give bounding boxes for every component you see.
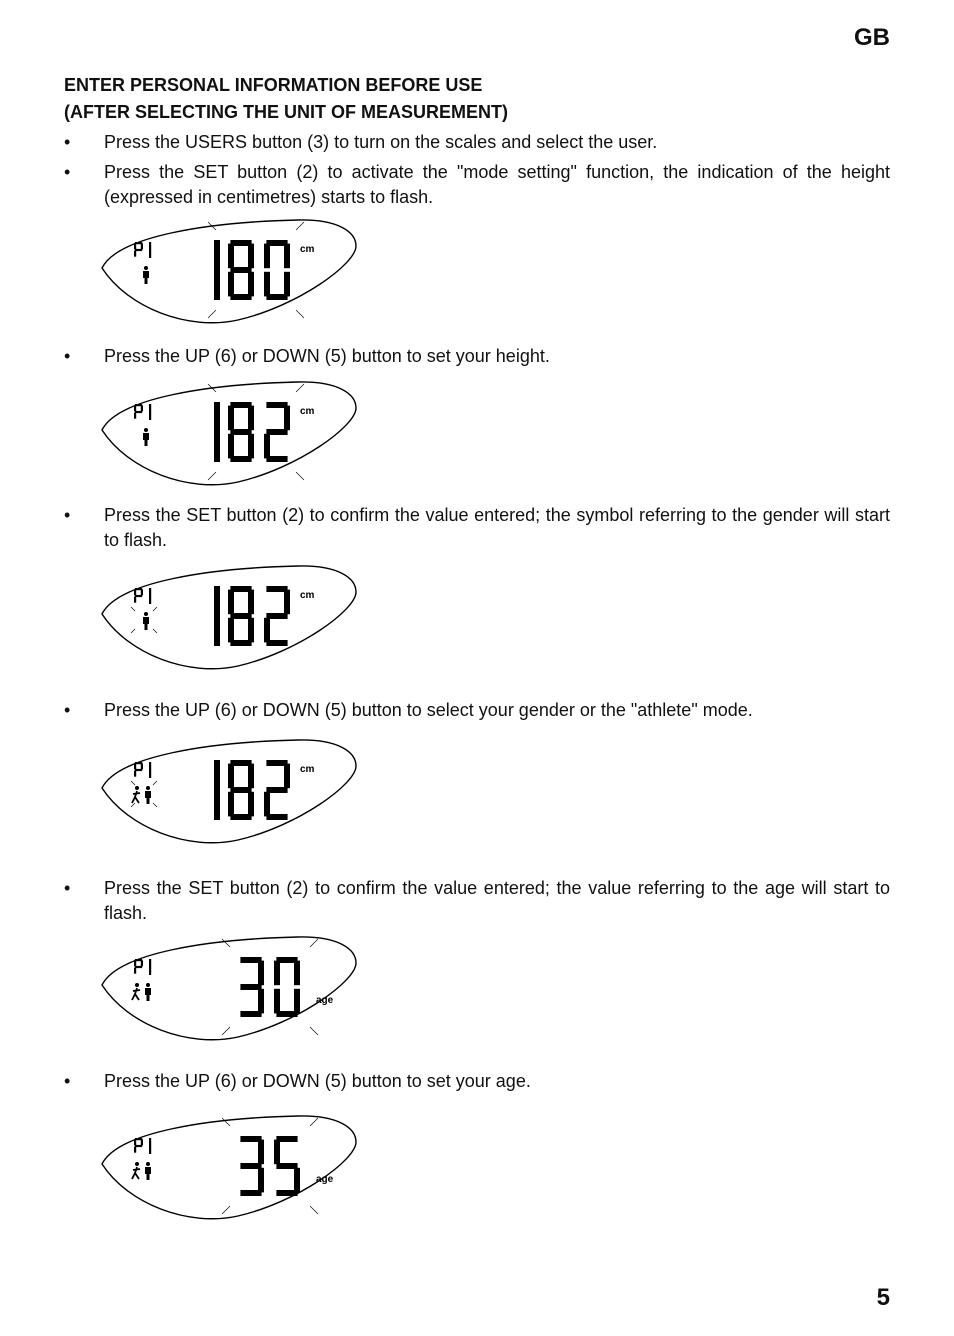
flash-mark: [208, 310, 216, 318]
lcd-outline: [102, 937, 356, 1040]
lcd-segment: [214, 240, 220, 300]
lcd-outline: [102, 740, 356, 843]
person-icon: [143, 612, 149, 630]
lcd-segment: [149, 762, 151, 778]
lcd-segment: [134, 1139, 136, 1145]
lcd-segment: [284, 406, 290, 431]
person-head: [144, 428, 148, 432]
lcd-digit: [134, 959, 143, 974]
flash-mark: [208, 472, 216, 480]
lcd-digit: [240, 1136, 264, 1196]
step-item: [64, 698, 890, 723]
lcd-segment: [134, 413, 136, 419]
lcd-display-graphic: [98, 216, 362, 326]
flash-mark: [310, 1027, 318, 1035]
lcd-segment: [294, 1168, 300, 1193]
lcd-segment: [228, 434, 234, 459]
flash-mark: [153, 803, 157, 807]
person-body: [143, 271, 149, 284]
lcd-segment: [141, 1139, 143, 1145]
lcd-segment: [240, 1190, 261, 1196]
person-body: [145, 1167, 151, 1180]
section-heading: [64, 72, 894, 126]
lcd-segment: [230, 429, 251, 435]
lcd-outline: [102, 382, 356, 485]
lcd-segment: [135, 411, 142, 413]
lcd-segment: [248, 272, 254, 297]
lcd-segment: [248, 590, 254, 615]
lcd-digit: [149, 1138, 151, 1154]
athlete-head: [135, 983, 139, 987]
lcd-digit: [134, 242, 143, 257]
lcd-segment: [258, 1140, 264, 1165]
person-icon: [143, 428, 149, 446]
lcd-digit: [214, 760, 220, 820]
step-text: Press the UP (6) or DOWN (5) button to set your age.: [104, 1071, 531, 1091]
lcd-display-graphic: [98, 562, 362, 672]
lcd-outline: [102, 566, 356, 669]
athlete-icon: [132, 786, 140, 803]
lcd-segment: [214, 402, 220, 462]
lcd-segment: [228, 618, 234, 643]
step-item: [64, 344, 890, 369]
lcd-display: [98, 378, 362, 488]
language-code: GB: [854, 24, 890, 51]
lcd-digit: [240, 957, 264, 1017]
flash-mark: [222, 939, 230, 947]
person-head: [144, 612, 148, 616]
value-flash-icon: [208, 222, 304, 318]
flash-mark: [222, 1118, 230, 1126]
heading-line-2: (AFTER SELECTING THE UNIT OF MEASUREMENT): [64, 102, 508, 122]
lcd-segment: [266, 456, 287, 462]
lcd-segment: [264, 792, 270, 817]
bullet-icon: •: [64, 346, 71, 366]
lcd-segment: [264, 272, 270, 297]
lcd-segment: [228, 406, 234, 431]
lcd-segment: [149, 588, 151, 604]
lcd-segment: [134, 589, 136, 595]
person-head: [146, 786, 150, 790]
lcd-segment: [149, 242, 151, 258]
lcd-segment: [264, 434, 270, 459]
lcd-digit: [149, 762, 151, 778]
flash-mark: [153, 781, 157, 785]
lcd-segment: [214, 760, 220, 820]
lcd-display: [98, 1112, 362, 1222]
lcd-digit: [134, 588, 143, 603]
bullet-icon: •: [64, 162, 71, 182]
lcd-digit: [228, 586, 254, 646]
lcd-segment: [228, 764, 234, 789]
lcd-digit: [264, 402, 290, 462]
lcd-digit: [134, 762, 143, 777]
lcd-segment: [248, 434, 254, 459]
value-flash-icon: [208, 384, 304, 480]
step-text: Press the SET button (2) to confirm the value entered; the value referring to the age will start to flash.: [104, 878, 890, 923]
unit-label: age: [316, 995, 334, 1006]
lcd-segment: [230, 267, 251, 273]
lcd-segment: [274, 961, 280, 986]
lcd-segment: [134, 597, 136, 603]
lcd-segment: [214, 586, 220, 646]
lcd-segment: [134, 968, 136, 974]
unit-label: cm: [300, 406, 315, 417]
lcd-segment: [240, 1011, 261, 1017]
lcd-digit: [214, 240, 220, 300]
lcd-digit: [228, 240, 254, 300]
person-body: [143, 433, 149, 446]
unit-label: cm: [300, 764, 315, 775]
lcd-digit: [264, 760, 290, 820]
lcd-display-graphic: [98, 933, 362, 1043]
lcd-display: [98, 933, 362, 1043]
lcd-segment: [248, 764, 254, 789]
lcd-segment: [141, 405, 143, 411]
lcd-segment: [274, 1140, 280, 1165]
lcd-display-graphic: [98, 1112, 362, 1222]
person-icon: [145, 786, 151, 804]
lcd-digit: [274, 1136, 300, 1196]
step-text: Press the UP (6) or DOWN (5) button to select your gender or the "athlete" mode.: [104, 700, 753, 720]
step-item: [64, 160, 890, 210]
athlete-head: [135, 1162, 139, 1166]
unit-label: age: [316, 1174, 334, 1185]
lcd-digit: [149, 588, 151, 604]
lcd-segment: [230, 613, 251, 619]
bullet-icon: •: [64, 132, 71, 152]
unit-label: cm: [300, 244, 315, 255]
lcd-outline: [102, 220, 356, 323]
lcd-digit: [134, 1138, 143, 1153]
flash-mark: [153, 607, 157, 611]
lcd-segment: [228, 244, 234, 269]
lcd-segment: [149, 1138, 151, 1154]
lcd-display: [98, 216, 362, 326]
step-text: Press the UP (6) or DOWN (5) button to set your height.: [104, 346, 550, 366]
bullet-icon: •: [64, 878, 71, 898]
lcd-segment: [135, 1145, 142, 1147]
athlete-limbs: [132, 988, 140, 1000]
athlete-head: [135, 786, 139, 790]
lcd-segment: [134, 763, 136, 769]
step-item: [64, 503, 890, 553]
person-icon: [143, 266, 149, 284]
lcd-segment: [135, 966, 142, 968]
lcd-segment: [134, 405, 136, 411]
lcd-segment: [134, 960, 136, 966]
flash-mark: [222, 1206, 230, 1214]
athlete-limbs: [132, 1167, 140, 1179]
flash-mark: [153, 629, 157, 633]
lcd-segment: [141, 960, 143, 966]
person-head: [144, 266, 148, 270]
lcd-segment: [294, 989, 300, 1014]
lcd-segment: [264, 618, 270, 643]
lcd-segment: [284, 244, 290, 269]
lcd-segment: [266, 640, 287, 646]
step-item: [64, 876, 890, 926]
flash-mark: [310, 1206, 318, 1214]
lcd-segment: [284, 590, 290, 615]
flash-mark: [296, 472, 304, 480]
lcd-segment: [149, 404, 151, 420]
lcd-segment: [294, 961, 300, 986]
lcd-segment: [258, 989, 264, 1014]
lcd-segment: [134, 243, 136, 249]
flash-mark: [296, 384, 304, 392]
lcd-segment: [228, 792, 234, 817]
heading-line-1: ENTER PERSONAL INFORMATION BEFORE USE: [64, 75, 483, 95]
person-body: [145, 791, 151, 804]
flash-mark: [131, 781, 135, 785]
lcd-segment: [264, 244, 270, 269]
flash-mark: [296, 310, 304, 318]
lcd-digit: [134, 404, 143, 419]
lcd-segment: [258, 1168, 264, 1193]
lcd-segment: [135, 769, 142, 771]
lcd-segment: [149, 959, 151, 975]
lcd-digit: [274, 957, 300, 1017]
lcd-segment: [228, 272, 234, 297]
lcd-digit: [228, 760, 254, 820]
step-text: Press the SET button (2) to activate the "mode setting" function, the indication of the height (expressed in centimetres) starts to flash.: [104, 162, 890, 207]
person-body: [145, 988, 151, 1001]
lcd-segment: [266, 814, 287, 820]
lcd-digit: [149, 959, 151, 975]
lcd-display: [98, 736, 362, 846]
person-head: [146, 983, 150, 987]
lcd-segment: [135, 249, 142, 251]
lcd-display-graphic: [98, 736, 362, 846]
lcd-digit: [264, 240, 290, 300]
lcd-digit: [149, 404, 151, 420]
lcd-segment: [141, 589, 143, 595]
flash-mark: [131, 607, 135, 611]
lcd-digit: [214, 586, 220, 646]
lcd-segment: [276, 1190, 297, 1196]
lcd-segment: [284, 272, 290, 297]
lcd-segment: [141, 243, 143, 249]
bullet-icon: •: [64, 700, 71, 720]
unit-label: cm: [300, 590, 315, 601]
lcd-segment: [135, 595, 142, 597]
lcd-digit: [149, 242, 151, 258]
lcd-segment: [248, 618, 254, 643]
person-body: [143, 617, 149, 630]
step-item: [64, 130, 890, 155]
lcd-segment: [248, 244, 254, 269]
step-item: [64, 1069, 890, 1094]
lcd-segment: [258, 961, 264, 986]
lcd-segment: [248, 792, 254, 817]
value-flash-icon: [222, 1118, 318, 1214]
bullet-icon: •: [64, 1071, 71, 1091]
page-number: 5: [876, 1284, 890, 1311]
lcd-outline: [102, 1116, 356, 1219]
lcd-display: [98, 562, 362, 672]
flash-mark: [222, 1027, 230, 1035]
lcd-segment: [248, 406, 254, 431]
bullet-icon: •: [64, 505, 71, 525]
lcd-segment: [274, 989, 280, 1014]
flash-mark: [131, 629, 135, 633]
flash-mark: [310, 939, 318, 947]
lcd-segment: [134, 771, 136, 777]
lcd-segment: [228, 590, 234, 615]
step-text: Press the USERS button (3) to turn on the scales and select the user.: [104, 132, 658, 152]
lcd-segment: [134, 251, 136, 257]
lcd-digit: [228, 402, 254, 462]
lcd-segment: [284, 764, 290, 789]
lcd-segment: [134, 1147, 136, 1153]
lcd-display-graphic: [98, 378, 362, 488]
flash-mark: [310, 1118, 318, 1126]
flash-mark: [131, 803, 135, 807]
lcd-segment: [141, 763, 143, 769]
athlete-icon: [132, 983, 140, 1000]
value-flash-icon: [222, 939, 318, 1035]
step-text: Press the SET button (2) to confirm the value entered; the symbol referring to the gender will start to flash.: [104, 505, 890, 550]
athlete-icon: [132, 1162, 140, 1179]
lcd-segment: [230, 787, 251, 793]
person-icon: [145, 983, 151, 1001]
lcd-digit: [264, 586, 290, 646]
lcd-digit: [214, 402, 220, 462]
person-icon: [145, 1162, 151, 1180]
flash-mark: [296, 222, 304, 230]
athlete-limbs: [132, 791, 140, 803]
person-head: [146, 1162, 150, 1166]
